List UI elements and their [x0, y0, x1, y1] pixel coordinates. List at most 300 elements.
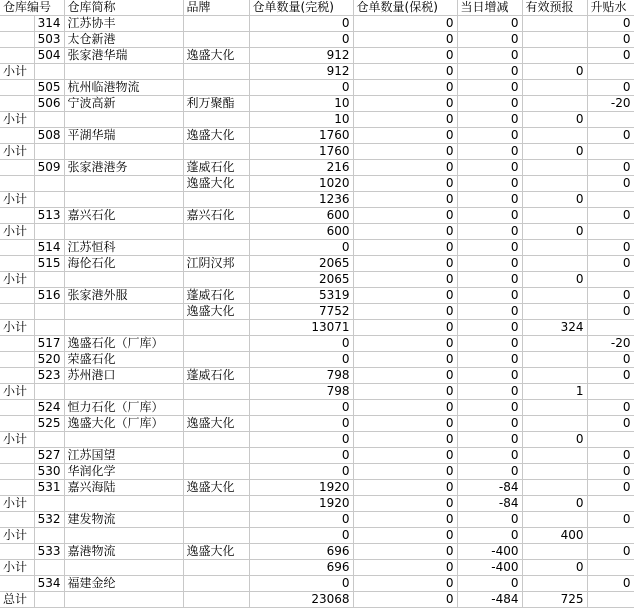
cell-qty-bonded: 0: [353, 544, 457, 560]
header-warehouse-name: 仓库简称: [64, 0, 183, 16]
cell-brand: [183, 464, 249, 480]
cell-premium-discount: [587, 592, 634, 608]
cell-brand: 蓬威石化: [183, 160, 249, 176]
cell-row-label: [0, 240, 34, 256]
cell-brand: [183, 112, 249, 128]
table-row: [0, 80, 634, 96]
cell-daily-change: 0: [457, 528, 522, 544]
cell-row-label: [0, 32, 34, 48]
cell-warehouse-name: 海伦石化: [64, 256, 183, 272]
cell-warehouse-name: 宁波高新: [64, 96, 183, 112]
cell-premium-discount: 0: [587, 480, 634, 496]
cell-qty-duty-paid: 1760: [249, 144, 353, 160]
header-qty-duty-paid: 仓单数量(完税): [249, 0, 353, 16]
cell-premium-discount: -20: [587, 336, 634, 352]
cell-valid-forecast: 1: [522, 384, 587, 400]
table-row: [0, 464, 634, 480]
cell-daily-change: -484: [457, 592, 522, 608]
header-premium-discount: 升贴水: [587, 0, 634, 16]
cell-premium-discount: [587, 432, 634, 448]
table-row: [0, 400, 634, 416]
table-body: [0, 16, 634, 608]
cell-row-label: [0, 80, 34, 96]
cell-warehouse-code: [34, 224, 64, 240]
cell-warehouse-name: 江苏国望: [64, 448, 183, 464]
cell-qty-duty-paid: 0: [249, 352, 353, 368]
cell-warehouse-name: 江苏恒科: [64, 240, 183, 256]
cell-brand: 逸盛大化: [183, 48, 249, 64]
cell-row-label: [0, 368, 34, 384]
cell-premium-discount: 0: [587, 448, 634, 464]
cell-valid-forecast: [522, 304, 587, 320]
table-row: [0, 448, 634, 464]
cell-qty-bonded: 0: [353, 288, 457, 304]
cell-premium-discount: [587, 320, 634, 336]
table-row: [0, 576, 634, 592]
header-qty-bonded: 仓单数量(保税): [353, 0, 457, 16]
cell-daily-change: -400: [457, 560, 522, 576]
table-row: [0, 128, 634, 144]
cell-qty-duty-paid: 0: [249, 432, 353, 448]
cell-daily-change: 0: [457, 192, 522, 208]
cell-qty-bonded: 0: [353, 240, 457, 256]
cell-row-label: [0, 576, 34, 592]
cell-brand: [183, 192, 249, 208]
cell-qty-bonded: 0: [353, 96, 457, 112]
cell-qty-duty-paid: 0: [249, 464, 353, 480]
cell-daily-change: -84: [457, 480, 522, 496]
cell-row-label: [0, 48, 34, 64]
cell-valid-forecast: 725: [522, 592, 587, 608]
cell-warehouse-name: 嘉兴石化: [64, 208, 183, 224]
cell-brand: [183, 80, 249, 96]
cell-premium-discount: 0: [587, 416, 634, 432]
cell-premium-discount: [587, 384, 634, 400]
cell-daily-change: 0: [457, 320, 522, 336]
cell-warehouse-code: 527: [34, 448, 64, 464]
cell-valid-forecast: 0: [522, 144, 587, 160]
cell-warehouse-code: 525: [34, 416, 64, 432]
cell-warehouse-name: [64, 528, 183, 544]
cell-warehouse-code: 505: [34, 80, 64, 96]
cell-warehouse-code: [34, 112, 64, 128]
cell-warehouse-code: 523: [34, 368, 64, 384]
header-daily-change: 当日增减: [457, 0, 522, 16]
cell-qty-duty-paid: 0: [249, 240, 353, 256]
cell-row-label: [0, 128, 34, 144]
cell-qty-duty-paid: 7752: [249, 304, 353, 320]
cell-brand: [183, 272, 249, 288]
cell-warehouse-code: 520: [34, 352, 64, 368]
cell-daily-change: 0: [457, 128, 522, 144]
table-row: [0, 352, 634, 368]
cell-qty-bonded: 0: [353, 400, 457, 416]
cell-brand: 逸盛大化: [183, 416, 249, 432]
cell-qty-bonded: 0: [353, 448, 457, 464]
cell-row-label: [0, 480, 34, 496]
cell-brand: [183, 432, 249, 448]
cell-brand: [183, 320, 249, 336]
cell-premium-discount: 0: [587, 80, 634, 96]
cell-qty-duty-paid: 0: [249, 400, 353, 416]
cell-valid-forecast: 324: [522, 320, 587, 336]
cell-warehouse-name: [64, 320, 183, 336]
cell-valid-forecast: [522, 464, 587, 480]
cell-qty-duty-paid: 0: [249, 336, 353, 352]
table-row: [0, 224, 634, 240]
header-valid-forecast: 有效预报: [522, 0, 587, 16]
cell-row-label: 小计: [0, 272, 34, 288]
cell-warehouse-name: [64, 272, 183, 288]
cell-brand: 逸盛大化: [183, 544, 249, 560]
cell-valid-forecast: [522, 400, 587, 416]
table-row: [0, 176, 634, 192]
cell-qty-bonded: 0: [353, 128, 457, 144]
cell-daily-change: -84: [457, 496, 522, 512]
cell-qty-bonded: 0: [353, 272, 457, 288]
cell-valid-forecast: 400: [522, 528, 587, 544]
cell-premium-discount: [587, 144, 634, 160]
table-row: [0, 320, 634, 336]
cell-premium-discount: [587, 560, 634, 576]
cell-premium-discount: 0: [587, 160, 634, 176]
cell-valid-forecast: [522, 448, 587, 464]
table-row: [0, 192, 634, 208]
cell-valid-forecast: [522, 480, 587, 496]
cell-warehouse-code: 532: [34, 512, 64, 528]
cell-valid-forecast: [522, 176, 587, 192]
table-row: [0, 144, 634, 160]
cell-premium-discount: 0: [587, 352, 634, 368]
cell-daily-change: 0: [457, 240, 522, 256]
cell-qty-bonded: 0: [353, 320, 457, 336]
cell-warehouse-code: 314: [34, 16, 64, 32]
cell-qty-duty-paid: 0: [249, 448, 353, 464]
cell-qty-duty-paid: 1020: [249, 176, 353, 192]
cell-valid-forecast: [522, 128, 587, 144]
cell-qty-bonded: 0: [353, 432, 457, 448]
cell-valid-forecast: [522, 544, 587, 560]
cell-warehouse-code: [34, 320, 64, 336]
cell-daily-change: 0: [457, 432, 522, 448]
cell-valid-forecast: [522, 240, 587, 256]
cell-daily-change: 0: [457, 208, 522, 224]
cell-daily-change: 0: [457, 32, 522, 48]
cell-row-label: [0, 288, 34, 304]
cell-qty-duty-paid: 13071: [249, 320, 353, 336]
cell-warehouse-name: 张家港外服: [64, 288, 183, 304]
cell-brand: [183, 512, 249, 528]
cell-warehouse-name: 平湖华瑞: [64, 128, 183, 144]
cell-row-label: [0, 464, 34, 480]
cell-qty-duty-paid: 1236: [249, 192, 353, 208]
table-row: [0, 256, 634, 272]
table-row: [0, 368, 634, 384]
table-row: [0, 512, 634, 528]
cell-brand: 逸盛大化: [183, 480, 249, 496]
cell-qty-duty-paid: 696: [249, 544, 353, 560]
cell-qty-duty-paid: 2065: [249, 256, 353, 272]
table-row: [0, 32, 634, 48]
cell-warehouse-name: 嘉港物流: [64, 544, 183, 560]
cell-brand: [183, 448, 249, 464]
cell-premium-discount: [587, 272, 634, 288]
cell-row-label: 小计: [0, 224, 34, 240]
cell-valid-forecast: [522, 208, 587, 224]
cell-warehouse-code: 530: [34, 464, 64, 480]
cell-warehouse-code: 509: [34, 160, 64, 176]
cell-warehouse-name: 荣盛石化: [64, 352, 183, 368]
cell-warehouse-code: [34, 144, 64, 160]
cell-premium-discount: 0: [587, 128, 634, 144]
cell-valid-forecast: [522, 80, 587, 96]
cell-warehouse-name: [64, 224, 183, 240]
cell-valid-forecast: 0: [522, 112, 587, 128]
cell-warehouse-code: [34, 64, 64, 80]
cell-warehouse-name: [64, 592, 183, 608]
cell-row-label: [0, 416, 34, 432]
cell-daily-change: 0: [457, 288, 522, 304]
cell-row-label: [0, 336, 34, 352]
cell-daily-change: 0: [457, 272, 522, 288]
cell-brand: 逸盛大化: [183, 176, 249, 192]
cell-premium-discount: 0: [587, 16, 634, 32]
cell-qty-bonded: 0: [353, 336, 457, 352]
cell-warehouse-code: 514: [34, 240, 64, 256]
cell-qty-bonded: 0: [353, 112, 457, 128]
cell-qty-duty-paid: 0: [249, 80, 353, 96]
table-row: [0, 592, 634, 608]
cell-valid-forecast: [522, 416, 587, 432]
cell-warehouse-name: 逸盛石化（厂库）: [64, 336, 183, 352]
cell-row-label: [0, 544, 34, 560]
cell-daily-change: 0: [457, 368, 522, 384]
cell-premium-discount: 0: [587, 400, 634, 416]
cell-premium-discount: [587, 112, 634, 128]
cell-brand: 逸盛大化: [183, 128, 249, 144]
cell-brand: [183, 528, 249, 544]
cell-qty-duty-paid: 23068: [249, 592, 353, 608]
cell-valid-forecast: [522, 288, 587, 304]
cell-premium-discount: [587, 224, 634, 240]
table-row: [0, 272, 634, 288]
cell-premium-discount: [587, 192, 634, 208]
cell-row-label: 小计: [0, 496, 34, 512]
cell-row-label: 小计: [0, 64, 34, 80]
cell-qty-bonded: 0: [353, 144, 457, 160]
cell-premium-discount: 0: [587, 464, 634, 480]
table-row: [0, 544, 634, 560]
cell-warehouse-code: 504: [34, 48, 64, 64]
cell-valid-forecast: 0: [522, 192, 587, 208]
cell-warehouse-name: [64, 192, 183, 208]
table-row: [0, 16, 634, 32]
cell-daily-change: 0: [457, 416, 522, 432]
table-row: [0, 416, 634, 432]
cell-brand: 蓬威石化: [183, 288, 249, 304]
cell-qty-duty-paid: 798: [249, 384, 353, 400]
table-row: [0, 432, 634, 448]
cell-brand: [183, 560, 249, 576]
cell-qty-duty-paid: 1760: [249, 128, 353, 144]
table-row: [0, 208, 634, 224]
cell-warehouse-code: [34, 592, 64, 608]
cell-qty-bonded: 0: [353, 592, 457, 608]
cell-qty-bonded: 0: [353, 528, 457, 544]
cell-row-label: [0, 176, 34, 192]
table-row: [0, 496, 634, 512]
cell-row-label: 小计: [0, 112, 34, 128]
cell-daily-change: 0: [457, 256, 522, 272]
cell-daily-change: 0: [457, 48, 522, 64]
cell-warehouse-code: [34, 496, 64, 512]
cell-daily-change: 0: [457, 352, 522, 368]
cell-warehouse-code: [34, 304, 64, 320]
cell-qty-bonded: 0: [353, 224, 457, 240]
table-row: [0, 336, 634, 352]
cell-warehouse-name: 华润化学: [64, 464, 183, 480]
cell-warehouse-code: [34, 272, 64, 288]
cell-warehouse-name: 恒力石化（厂库）: [64, 400, 183, 416]
cell-daily-change: 0: [457, 448, 522, 464]
cell-row-label: [0, 16, 34, 32]
cell-premium-discount: 0: [587, 512, 634, 528]
table-row: [0, 112, 634, 128]
cell-row-label: [0, 448, 34, 464]
cell-qty-bonded: 0: [353, 48, 457, 64]
cell-qty-bonded: 0: [353, 80, 457, 96]
cell-premium-discount: -20: [587, 96, 634, 112]
cell-daily-change: 0: [457, 304, 522, 320]
cell-row-label: 小计: [0, 432, 34, 448]
cell-warehouse-code: 515: [34, 256, 64, 272]
table-row: [0, 480, 634, 496]
cell-warehouse-name: 嘉兴海陆: [64, 480, 183, 496]
cell-brand: [183, 400, 249, 416]
cell-premium-discount: [587, 64, 634, 80]
cell-qty-duty-paid: 10: [249, 96, 353, 112]
cell-warehouse-code: 516: [34, 288, 64, 304]
cell-row-label: [0, 304, 34, 320]
cell-warehouse-code: 524: [34, 400, 64, 416]
header-brand: 品牌: [183, 0, 249, 16]
cell-qty-duty-paid: 798: [249, 368, 353, 384]
cell-qty-duty-paid: 0: [249, 512, 353, 528]
table-row: [0, 384, 634, 400]
cell-qty-bonded: 0: [353, 32, 457, 48]
cell-qty-bonded: 0: [353, 416, 457, 432]
cell-daily-change: 0: [457, 80, 522, 96]
cell-row-label: 小计: [0, 320, 34, 336]
header-warehouse-code: 仓库编号: [0, 0, 64, 16]
cell-row-label: 小计: [0, 384, 34, 400]
cell-warehouse-code: 508: [34, 128, 64, 144]
cell-row-label: [0, 400, 34, 416]
header-row: [0, 0, 634, 16]
cell-premium-discount: 0: [587, 576, 634, 592]
cell-qty-duty-paid: 2065: [249, 272, 353, 288]
cell-brand: [183, 384, 249, 400]
cell-warehouse-name: 福建金纶: [64, 576, 183, 592]
cell-qty-bonded: 0: [353, 464, 457, 480]
cell-qty-duty-paid: 0: [249, 416, 353, 432]
cell-warehouse-name: [64, 144, 183, 160]
cell-qty-duty-paid: 1920: [249, 480, 353, 496]
cell-brand: [183, 224, 249, 240]
cell-brand: [183, 240, 249, 256]
cell-daily-change: -400: [457, 544, 522, 560]
cell-brand: [183, 16, 249, 32]
cell-brand: 嘉兴石化: [183, 208, 249, 224]
cell-qty-duty-paid: 216: [249, 160, 353, 176]
cell-qty-bonded: 0: [353, 176, 457, 192]
cell-qty-duty-paid: 10: [249, 112, 353, 128]
table-row: [0, 288, 634, 304]
cell-daily-change: 0: [457, 160, 522, 176]
table-row: [0, 304, 634, 320]
cell-valid-forecast: 0: [522, 496, 587, 512]
cell-qty-duty-paid: 696: [249, 560, 353, 576]
cell-warehouse-code: [34, 192, 64, 208]
cell-brand: [183, 64, 249, 80]
cell-daily-change: 0: [457, 336, 522, 352]
cell-warehouse-name: 张家港港务: [64, 160, 183, 176]
cell-brand: [183, 144, 249, 160]
cell-daily-change: 0: [457, 176, 522, 192]
cell-valid-forecast: 0: [522, 64, 587, 80]
cell-qty-bonded: 0: [353, 512, 457, 528]
cell-brand: [183, 32, 249, 48]
cell-warehouse-name: [64, 496, 183, 512]
cell-daily-change: 0: [457, 576, 522, 592]
cell-qty-duty-paid: 5319: [249, 288, 353, 304]
cell-daily-change: 0: [457, 96, 522, 112]
cell-valid-forecast: [522, 32, 587, 48]
cell-warehouse-code: [34, 560, 64, 576]
cell-warehouse-name: [64, 176, 183, 192]
cell-warehouse-name: 杭州临港物流: [64, 80, 183, 96]
table-row: [0, 528, 634, 544]
cell-daily-change: 0: [457, 64, 522, 80]
cell-warehouse-name: 建发物流: [64, 512, 183, 528]
cell-qty-bonded: 0: [353, 576, 457, 592]
cell-valid-forecast: 0: [522, 560, 587, 576]
cell-premium-discount: 0: [587, 208, 634, 224]
cell-qty-bonded: 0: [353, 256, 457, 272]
cell-brand: [183, 496, 249, 512]
cell-premium-discount: 0: [587, 544, 634, 560]
cell-row-label: 小计: [0, 560, 34, 576]
table-row: [0, 560, 634, 576]
cell-valid-forecast: [522, 352, 587, 368]
table-row: [0, 96, 634, 112]
cell-warehouse-code: 506: [34, 96, 64, 112]
cell-row-label: 总计: [0, 592, 34, 608]
cell-row-label: [0, 512, 34, 528]
table-row: [0, 240, 634, 256]
cell-warehouse-name: 逸盛大化（厂库）: [64, 416, 183, 432]
cell-row-label: 小计: [0, 144, 34, 160]
cell-premium-discount: 0: [587, 240, 634, 256]
cell-qty-bonded: 0: [353, 560, 457, 576]
cell-daily-change: 0: [457, 400, 522, 416]
cell-qty-duty-paid: 912: [249, 64, 353, 80]
cell-premium-discount: [587, 496, 634, 512]
cell-qty-bonded: 0: [353, 384, 457, 400]
cell-row-label: [0, 208, 34, 224]
cell-warehouse-name: [64, 64, 183, 80]
cell-warehouse-name: [64, 304, 183, 320]
